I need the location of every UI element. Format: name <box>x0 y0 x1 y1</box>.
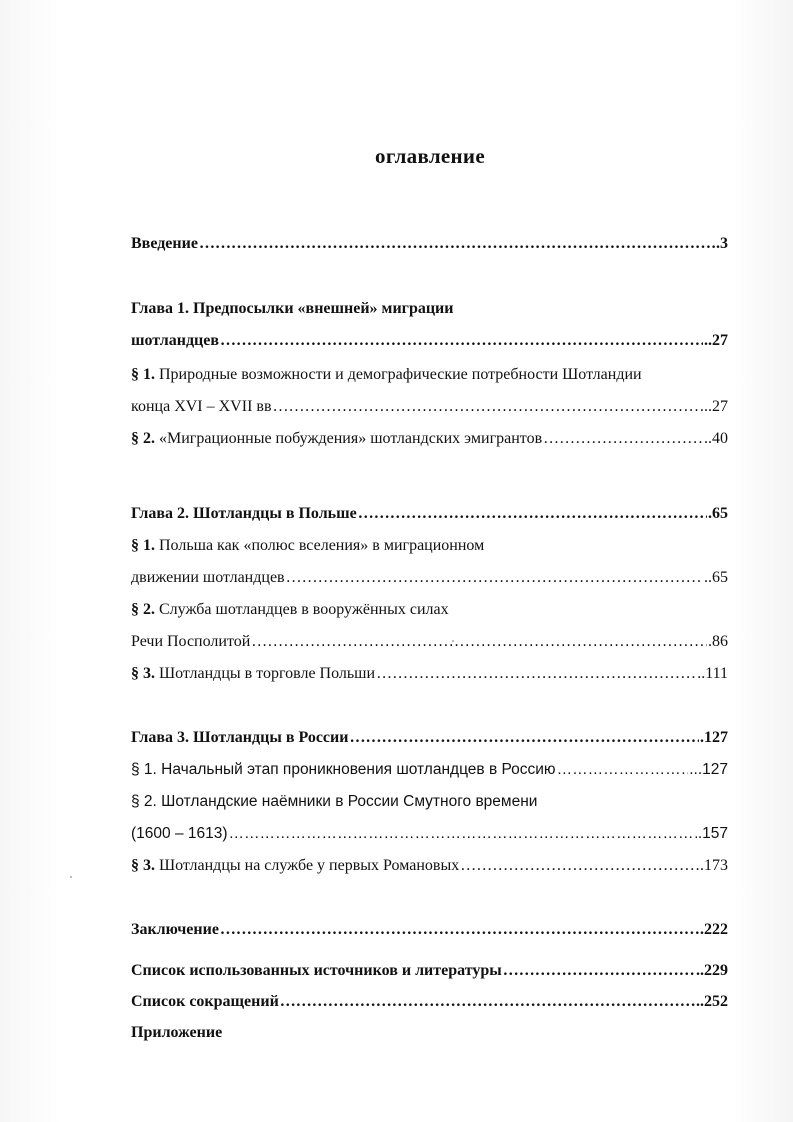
toc-label: § 1. Начальный этап проникновения шотландцев в Россию <box>131 761 556 778</box>
toc-entry-2-1[interactable] <box>131 535 728 557</box>
toc-section-number: § 2. <box>131 601 155 618</box>
toc-label: Шотландцы в торговле Польши <box>159 665 376 682</box>
toc-page: .173 <box>700 857 728 874</box>
scan-speck <box>452 640 454 642</box>
toc-label: Глава 3. Шотландцы в России <box>131 729 349 746</box>
toc-leader <box>229 823 697 845</box>
toc-leader <box>543 428 703 450</box>
toc-label: Глава 2. Шотландцы в Польше <box>131 505 357 522</box>
toc-label: Приложение <box>131 1024 223 1041</box>
toc-page: ..65 <box>704 569 728 586</box>
toc-section-number: § 2. <box>131 430 155 447</box>
toc-entry-1-1[interactable] <box>131 364 728 386</box>
toc-entry-sources[interactable] <box>131 960 728 982</box>
toc-leader <box>358 503 707 525</box>
toc-section-number: § 3. <box>131 857 155 874</box>
toc-section-number: § 3. <box>131 665 155 682</box>
toc-leader <box>349 727 699 749</box>
toc-leader <box>273 396 704 418</box>
toc-leader <box>557 759 689 781</box>
toc-entry-chapter-3[interactable] <box>131 727 728 749</box>
toc-leader <box>199 233 715 255</box>
toc-entry-2-2[interactable] <box>131 599 728 621</box>
toc-page: .127 <box>700 729 728 746</box>
toc-label: Введение <box>131 235 198 252</box>
toc-label: Список использованных источников и литературы <box>131 962 502 979</box>
toc-label: конца XVI – XVII вв <box>131 398 272 415</box>
toc-label: Список сокращений <box>131 993 279 1010</box>
toc-entry-appendix[interactable] <box>131 1022 728 1044</box>
toc-section-number: § 1. <box>131 537 155 554</box>
toc-entry-chapter-1-cont[interactable] <box>131 330 728 352</box>
toc-leader <box>251 631 707 653</box>
toc-label: (1600 – 1613) <box>131 825 228 842</box>
toc-leader <box>220 919 699 941</box>
toc-entry-conclusion[interactable] <box>131 919 728 941</box>
toc-entry-2-1-cont[interactable] <box>131 567 728 589</box>
toc-page: .222 <box>700 921 728 938</box>
toc-section-number: § 1. <box>131 366 155 383</box>
toc-entry-2-2-cont[interactable] <box>131 631 728 653</box>
toc-page: ..229 <box>696 962 728 979</box>
toc-page: ..27 <box>704 332 728 349</box>
toc-page: .65 <box>708 505 728 522</box>
toc-page: ..27 <box>704 398 728 415</box>
toc-leader <box>376 663 696 685</box>
toc-leader <box>220 330 703 352</box>
toc-page: .86 <box>708 633 728 650</box>
toc-page: .157 <box>697 825 728 842</box>
toc-entry-1-1-cont[interactable] <box>131 396 728 418</box>
toc-label: «Миграционные побуждения» шотландских эмигрантов <box>159 430 543 447</box>
toc-entry-1-2[interactable] <box>131 428 728 450</box>
scan-speck <box>70 876 72 878</box>
toc-label: Глава 1. Предпосылки «внешней» миграции <box>131 300 454 317</box>
toc-label: Служба шотландцев в вооружённых силах <box>159 601 449 618</box>
toc-entry-3-3[interactable] <box>131 855 728 877</box>
toc-label: Заключение <box>131 921 219 938</box>
toc-entry-intro[interactable] <box>131 233 728 255</box>
toc-entry-3-1[interactable] <box>131 759 728 781</box>
toc-label: шотландцев <box>131 332 220 349</box>
toc-leader <box>280 991 695 1013</box>
toc-page: ..252 <box>696 993 728 1010</box>
toc-label: Природные возможности и демографические потребности Шотландии <box>159 366 642 383</box>
toc-page: .3 <box>716 235 728 252</box>
toc-page: ..111 <box>697 665 728 682</box>
toc-leader <box>286 567 703 589</box>
toc-label: Речи Посполитой <box>131 633 251 650</box>
toc-entry-2-3[interactable] <box>131 663 728 685</box>
toc-label: Шотландцы на службе у первых Романовых <box>159 857 460 874</box>
toc-leader <box>460 855 699 877</box>
toc-entry-3-2-cont[interactable] <box>131 823 728 845</box>
toc-label: Польша как «полюс вселения» в миграционном <box>159 537 485 554</box>
toc-entry-chapter-1[interactable] <box>131 298 728 320</box>
page-title: оглавление <box>375 144 485 168</box>
toc-entry-3-2[interactable] <box>131 791 728 813</box>
toc-leader <box>503 960 695 982</box>
toc-page: ...127 <box>689 761 728 778</box>
toc-label: движении шотландцев <box>131 569 285 586</box>
toc-entry-abbreviations[interactable] <box>131 991 728 1013</box>
toc-label: § 2. Шотландские наёмники в России Смутного времени <box>131 793 538 810</box>
toc-page: ..40 <box>704 430 728 447</box>
toc-entry-chapter-2[interactable] <box>131 503 728 525</box>
